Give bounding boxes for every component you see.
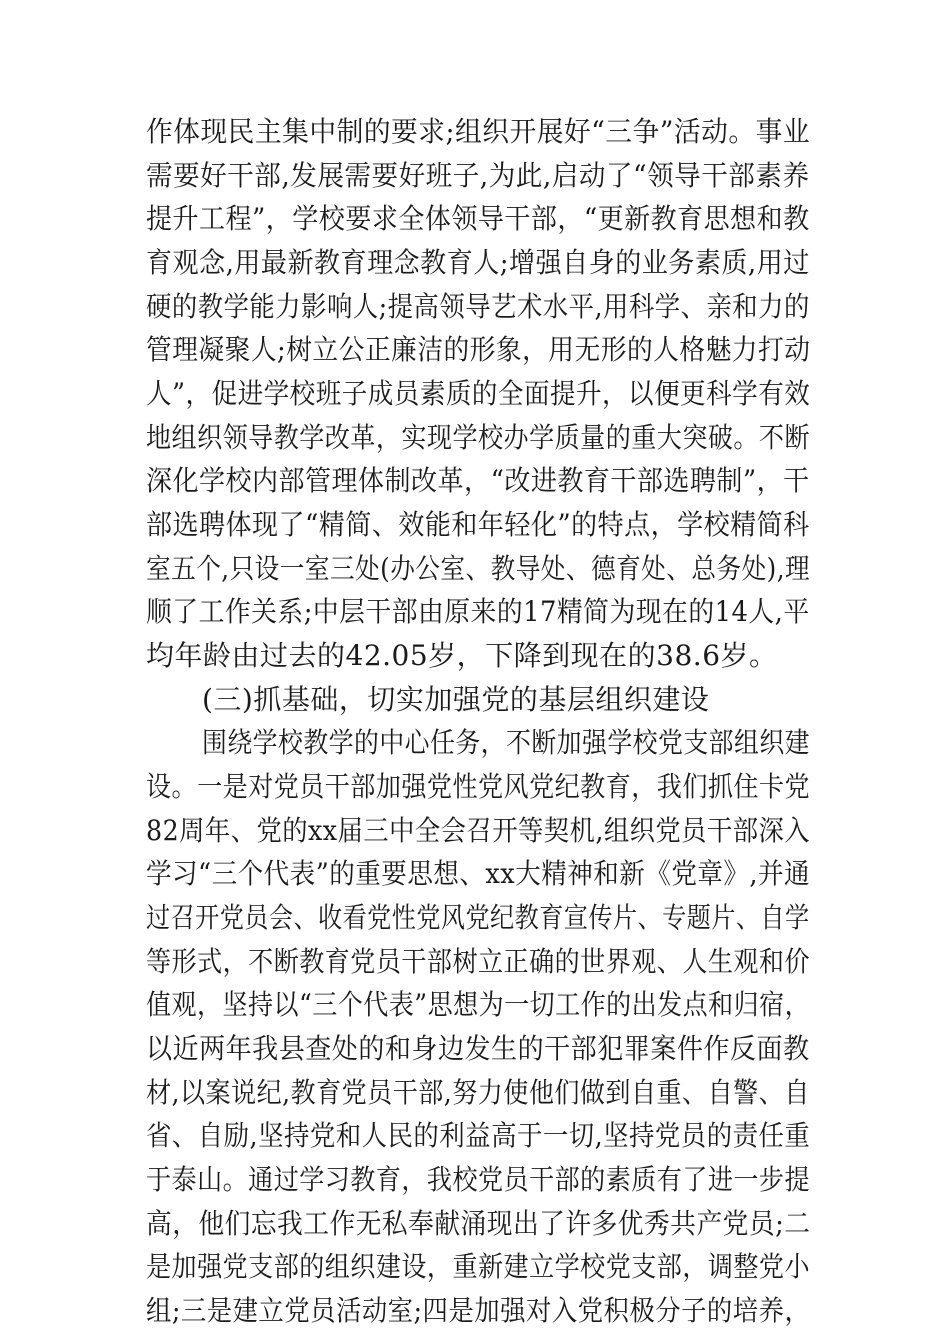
text-line: 学习“三个代表”的重要思想、xx大精神和新《党章》,并通 (146, 857, 811, 890)
text-line: 需要好干部,发展需要好班子,为此,启动了“领导干部素养 (146, 159, 810, 192)
text-line: 地组织领导教学改革，实现学校办学质量的重大突破。不断 (146, 421, 811, 454)
text-line: 过召开党员会、收看党性党风党纪教育宣传片、专题片、自学 (146, 901, 810, 934)
text-line: 室五个,只设一室三处(办公室、教导处、德育处、总务处),理 (146, 552, 811, 585)
text-line: 组;三是建立党员活动室;四是加强对入党积极分子的培养， (146, 1294, 811, 1327)
text-line: 是加强党支部的组织建设，重新建立学校党支部，调整党小 (146, 1250, 811, 1283)
text-line: 作体现民主集中制的要求;组织开展好“三争”活动。事业 (146, 115, 811, 148)
text-line: 材,以案说纪,教育党员干部,努力使他们做到自重、自警、自 (146, 1076, 810, 1109)
text-line: 省、自励,坚持党和人民的利益高于一切,坚持党员的责任重 (146, 1119, 811, 1152)
text-line: 以近两年我县查处的和身边发生的干部犯罪案件作反面教 (146, 1032, 810, 1065)
text-line: 硬的教学能力影响人;提高领导艺术水平,用科学、亲和力的 (146, 290, 810, 323)
text-line: 育观念,用最新教育理念教育人;增强自身的业务素质,用过 (146, 246, 810, 279)
section-heading: (三)抓基础，切实加强党的基层组织建设 (202, 683, 710, 716)
text-line: 值观，坚持以“三个代表”思想为一切工作的出发点和归宿， (146, 988, 811, 1021)
text-line: 深化学校内部管理体制改革，“改进教育干部选聘制”，干 (146, 464, 810, 497)
text-line: 顺了工作关系;中层干部由原来的17精简为现在的14人,平 (146, 595, 810, 628)
text-line: 部选聘体现了“精简、效能和年轻化”的特点，学校精简科 (146, 508, 810, 541)
text-line: 围绕学校教学的中心任务，不断加强学校党支部组织建 (202, 726, 811, 759)
text-line: 等形式，不断教育党员干部树立正确的世界观、人生观和价 (146, 945, 811, 978)
text-line: 均年龄由过去的42.05岁，下降到现在的38.6岁。 (146, 639, 778, 672)
text-line: 高，他们忘我工作无私奉献涌现出了许多优秀共产党员;二 (146, 1207, 811, 1240)
text-line: 于泰山。通过学习教育，我校党员干部的素质有了进一步提 (146, 1163, 811, 1196)
text-line: 管理凝聚人;树立公正廉洁的形象，用无形的人格魅力打动 (146, 333, 811, 366)
text-line: 人”，促进学校班子成员素质的全面提升，以便更科学有效 (146, 377, 811, 410)
text-line: 提升工程”，学校要求全体领导干部，“更新教育思想和教 (146, 202, 810, 235)
text-line: 设。一是对党员干部加强党性党风党纪教育，我们抓住卡党 (146, 770, 811, 803)
text-line: 82周年、党的xx届三中全会召开等契机,组织党员干部深入 (146, 814, 811, 847)
